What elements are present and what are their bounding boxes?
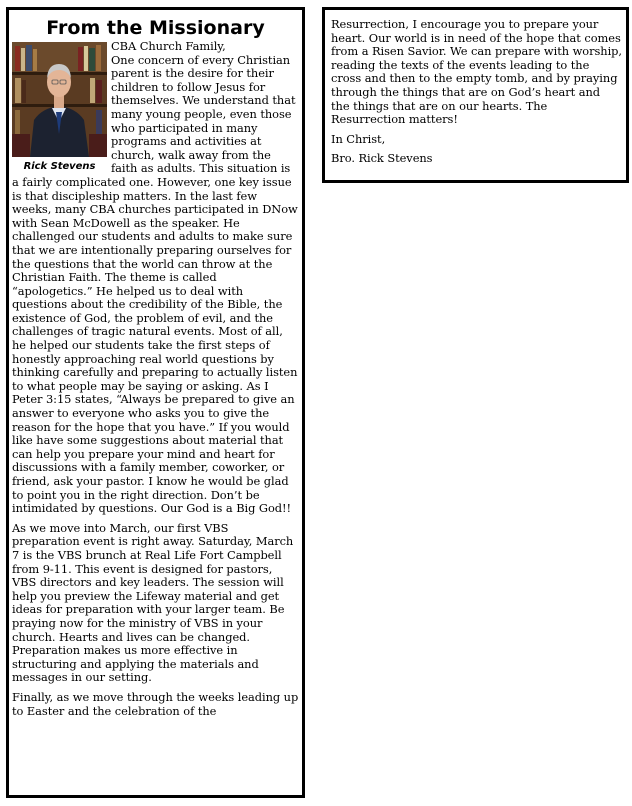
- greeting: CBA Church Family,: [111, 39, 226, 53]
- article-body: [9, 40, 302, 718]
- closing: In Christ,: [331, 131, 386, 146]
- signature: Bro. Rick Stevens: [331, 151, 433, 166]
- author-photo: [12, 42, 107, 157]
- article-continuation-box: [322, 7, 629, 183]
- missionary-article-column: [6, 7, 305, 798]
- photo-caption: Rick Stevens: [23, 161, 96, 172]
- continuation-body: [325, 10, 626, 166]
- article-paragraph: One concern of every Christian parent is the desire for their children to follow Jesus for themselves. We understand that many young people, even those who participated in many programs and activities at church, walk away from the faith as adults. This situation is a fairly complicated one. However, one key issue is that discipleship matters. In the last few weeks, many CBA churches participated in DNow with Sean McDowell as the speaker. He challenged our students and adults to make sure that we are intentionally preparing ourselves for the questions that the world can throw at the Christian Faith. The theme is called “apologetics.” He helped us to deal with questions about the credibility of the Bible, the existence of God, the problem of evil, and the challenges of tragic natural events. Most of all, he helped our students take the first steps of honestly approaching real world questions by thinking carefully and preparing to actually listen to what people may be saying or asking. As I Peter 3:15 states, “Always be prepared to give an answer to everyone who asks you to give the reason for the hope that you have.” If you would like have some suggestions about material that can help you prepare your mind and heart for discussions with a family member, coworker, or friend, ask your pastor. I know he would be glad to point you in the right direction. Don’t be intimidated by questions. Our God is a Big God!!: [12, 52, 298, 516]
- article-paragraph: Finally, as we move through the weeks leading up to Easter and the celebration of the: [12, 689, 299, 718]
- author-photo-block: [12, 42, 107, 174]
- article-paragraph: Resurrection, I encourage you to prepare your heart. Our world is in need of the hope that comes from a Risen Savior. We can prepare with worship, reading the texts of the events leading to the cross and then to the empty tomb, and by praying through the things that are on God’s heart and the things that are on our hearts. The Resurrection matters!: [331, 17, 622, 127]
- article-paragraph: As we move into March, our first VBS preparation event is right away. Saturday, March 7 is the VBS brunch at Real Life Fort Campbell from 9-11. This event is designed for pastors, VBS directors and key leaders. The session will help you preview the Lifeway material and get ideas for preparation with your larger team. Be praying now for the ministry of VBS in your church. Hearts and lives can be changed. Preparation makes us more effective in structuring and applying the materials and messages in our setting.: [12, 520, 294, 685]
- article-title: From the Missionary: [46, 17, 265, 39]
